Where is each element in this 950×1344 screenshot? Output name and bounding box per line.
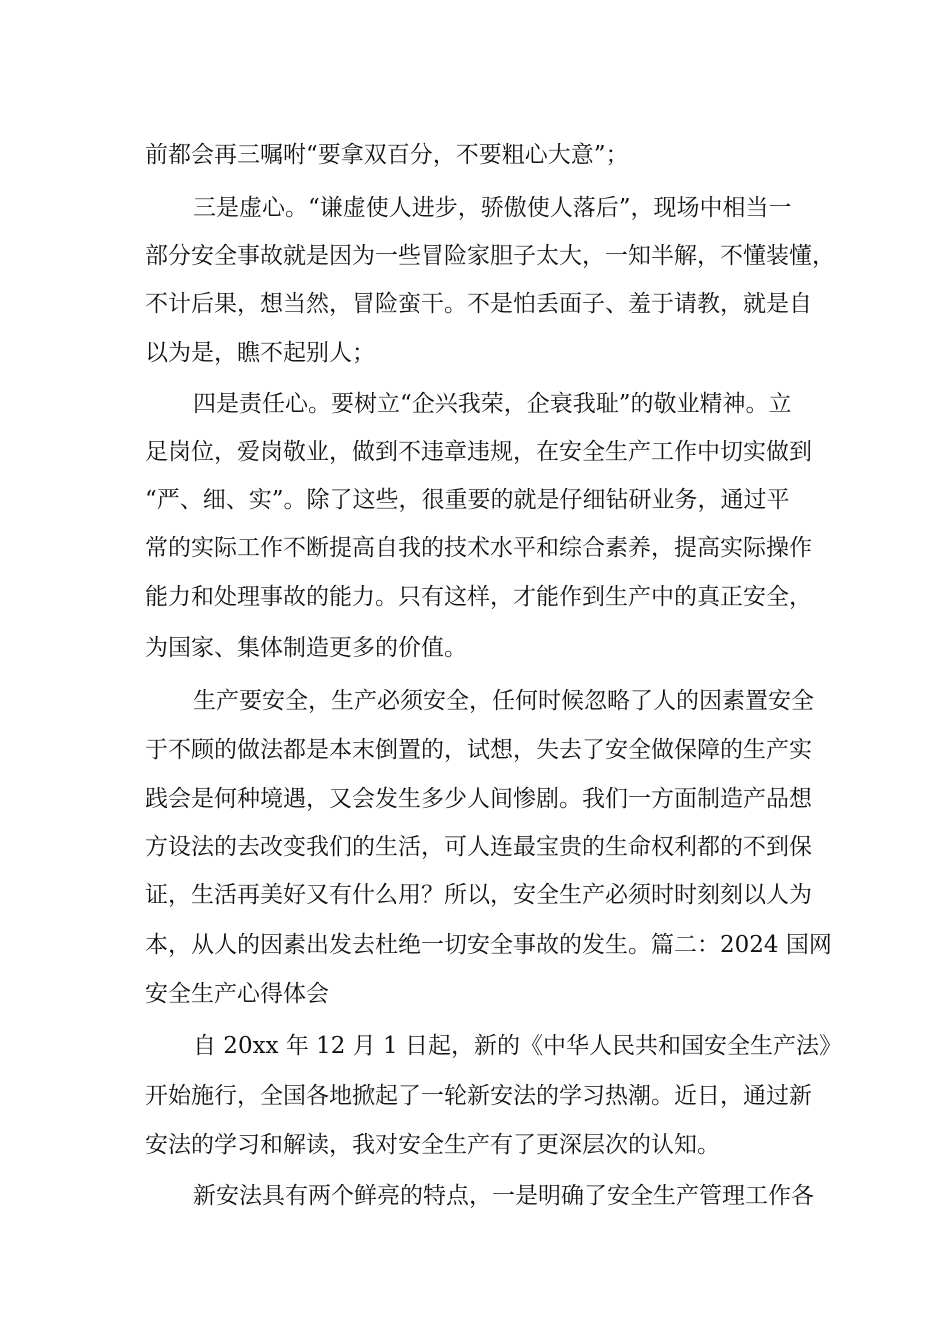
text-line: 生产要安全，生产必须安全，任何时候忽略了人的因素置安全: [193, 688, 814, 714]
text-line: 自 20xx 年 12 月 1 日起，新的《中华人民共和国安全生产法》: [193, 1033, 842, 1059]
text-line: 安法的学习和解读，我对安全生产有了更深层次的认知。: [145, 1132, 720, 1158]
text-line: 常的实际工作不断提高自我的技术水平和综合素养，提高实际操作: [145, 535, 812, 561]
text-line: 为国家、集体制造更多的价值。: [145, 635, 467, 661]
text-line: 本，从人的因素出发去杜绝一切安全事故的发生。篇二：2024 国网: [145, 932, 832, 958]
text-line: 足岗位，爱岗敬业，做到不违章违规，在安全生产工作中切实做到: [145, 439, 812, 465]
text-line: 证，生活再美好又有什么用？所以，安全生产必须时时刻刻以人为: [145, 882, 812, 908]
text-line: 部分安全事故就是因为一些冒险家胆子太大，一知半解，不懂装懂，: [145, 243, 835, 269]
text-line: 新安法具有两个鲜亮的特点，一是明确了安全生产管理工作各: [193, 1183, 814, 1209]
text-line: 四是责任心。要树立“企兴我荣，企衰我耻”的敬业精神。立: [193, 391, 792, 417]
text-line: “严、细、实”。除了这些，很重要的就是仔细钻研业务，通过平: [145, 487, 790, 513]
text-line: 能力和处理事故的能力。只有这样，才能作到生产中的真正安全，: [145, 584, 812, 610]
text-line: 三是虚心。“谦虚使人进步，骄傲使人落后”，现场中相当一: [193, 195, 792, 221]
text-line: 安全生产心得体会: [145, 981, 329, 1007]
text-line: 不计后果，想当然，冒险蛮干。不是怕丢面子、羞于请教，就是自: [145, 291, 812, 317]
text-line: 方设法的去改变我们的生活，可人连最宝贵的生命权利都的不到保: [145, 834, 812, 860]
text-line: 于不顾的做法都是本末倒置的，试想，失去了安全做保障的生产实: [145, 737, 812, 763]
text-line: 前都会再三嘱咐“要拿双百分，不要粗心大意”；: [145, 142, 629, 168]
text-line: 开始施行，全国各地掀起了一轮新安法的学习热潮。近日，通过新: [145, 1083, 812, 1109]
text-line: 践会是何种境遇，又会发生多少人间惨剧。我们一方面制造产品想: [145, 786, 812, 812]
text-line: 以为是，瞧不起别人；: [145, 340, 375, 366]
